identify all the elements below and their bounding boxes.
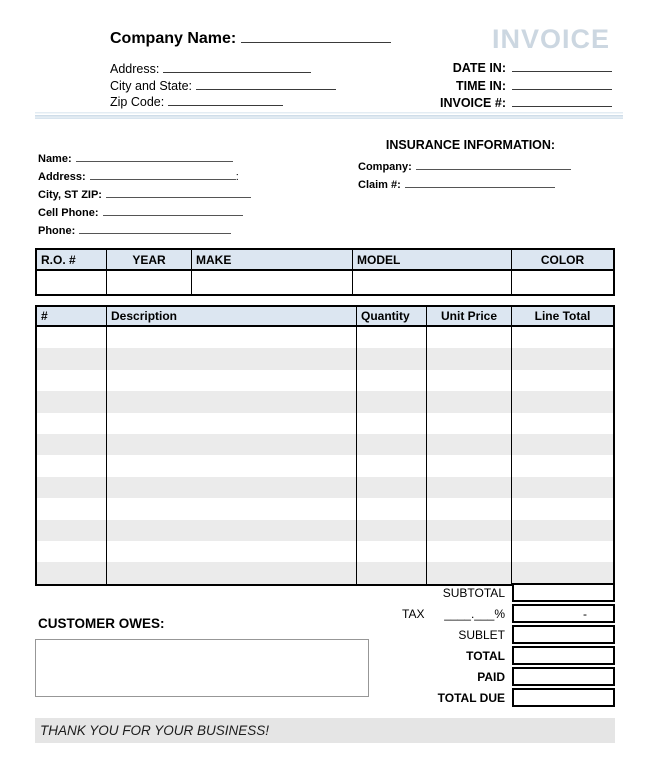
- totals-row: [380, 688, 615, 707]
- items-empty-row: [37, 498, 613, 519]
- item-line-total-cell[interactable]: [512, 498, 613, 519]
- customer-city-row: [38, 186, 251, 204]
- item-description-cell[interactable]: [107, 498, 357, 519]
- item-quantity-cell[interactable]: [357, 434, 427, 455]
- item-quantity-cell[interactable]: [357, 391, 427, 412]
- item-line-total-cell[interactable]: [512, 541, 613, 562]
- items-table-header-row: [37, 307, 613, 327]
- item-line-total-cell[interactable]: [512, 370, 613, 391]
- items-empty-row: [37, 520, 613, 541]
- invoice-number-row: [440, 95, 612, 113]
- item-description-cell[interactable]: [107, 370, 357, 391]
- totals-row: [380, 625, 615, 644]
- zip-row: [110, 94, 336, 111]
- item-unit-price-cell[interactable]: [427, 370, 512, 391]
- time-in-label: TIME IN:: [456, 78, 506, 93]
- invoice-title: INVOICE: [491, 24, 610, 54]
- item-unit-price-cell[interactable]: [427, 498, 512, 519]
- customer-city-field[interactable]: [106, 187, 251, 198]
- totals-label-text: TOTAL DUE: [437, 690, 505, 705]
- item-number-cell[interactable]: [37, 413, 107, 434]
- customer-address-row: [38, 168, 251, 186]
- item-line-total-cell[interactable]: [512, 520, 613, 541]
- item-description-cell[interactable]: [107, 413, 357, 434]
- items-header-unit-price: Unit Price: [427, 307, 512, 325]
- totals-value-box[interactable]: [512, 667, 615, 686]
- item-line-total-cell[interactable]: [512, 391, 613, 412]
- company-name-row: [110, 30, 391, 48]
- item-number-cell[interactable]: [37, 520, 107, 541]
- item-quantity-cell[interactable]: [357, 370, 427, 391]
- vehicle-header-make: MAKE: [192, 250, 353, 269]
- date-in-row: [440, 60, 612, 78]
- item-unit-price-cell[interactable]: [427, 477, 512, 498]
- item-number-cell[interactable]: [37, 541, 107, 562]
- totals-label-text: SUBLET: [458, 627, 505, 642]
- item-unit-price-cell[interactable]: [427, 413, 512, 434]
- vehicle-table-header-row: [37, 250, 613, 271]
- totals-row-label: [380, 586, 512, 600]
- totals-value-box[interactable]: [512, 625, 615, 644]
- items-empty-row: [37, 370, 613, 391]
- item-description-cell[interactable]: [107, 434, 357, 455]
- footer-band: [35, 718, 615, 743]
- insurance-heading: INSURANCE INFORMATION:: [385, 138, 556, 152]
- items-empty-row: [37, 327, 613, 348]
- item-line-total-cell[interactable]: [512, 434, 613, 455]
- company-address-block: [110, 61, 336, 111]
- item-quantity-cell[interactable]: [357, 498, 427, 519]
- date-in-label: DATE IN:: [452, 61, 506, 75]
- insurance-claim-field[interactable]: [405, 177, 555, 188]
- company-name-field[interactable]: [241, 30, 391, 43]
- city-state-field[interactable]: [196, 79, 336, 90]
- customer-cell-row: [38, 204, 251, 222]
- vehicle-header-year: YEAR: [107, 250, 192, 269]
- vehicle-year-cell[interactable]: [107, 271, 192, 294]
- item-number-cell[interactable]: [37, 434, 107, 455]
- item-unit-price-cell[interactable]: [427, 541, 512, 562]
- customer-name-row: [38, 150, 251, 168]
- items-empty-row: [37, 413, 613, 434]
- item-line-total-cell[interactable]: [512, 562, 613, 583]
- totals-row: [380, 583, 615, 602]
- item-description-cell[interactable]: [107, 391, 357, 412]
- items-table-body: [37, 327, 613, 584]
- invoice-meta-block: [440, 60, 612, 113]
- address-field[interactable]: [163, 62, 311, 73]
- items-header-line-total: Line Total: [534, 309, 591, 323]
- item-quantity-cell[interactable]: [357, 327, 427, 348]
- totals-value-box[interactable]: [512, 604, 615, 623]
- customer-owes-box[interactable]: [35, 639, 369, 697]
- item-line-total-cell[interactable]: [512, 327, 613, 348]
- totals-label-text: TOTAL: [466, 648, 505, 663]
- items-empty-row: [37, 348, 613, 369]
- item-quantity-cell[interactable]: [357, 520, 427, 541]
- item-number-cell[interactable]: [37, 327, 107, 348]
- customer-cell-field[interactable]: [103, 205, 243, 216]
- invoice-number-field[interactable]: [512, 96, 612, 107]
- items-empty-row: [37, 541, 613, 562]
- item-line-total-cell[interactable]: [512, 477, 613, 498]
- insurance-company-label: Company:: [358, 161, 412, 173]
- time-in-field[interactable]: [512, 79, 612, 90]
- item-number-cell[interactable]: [37, 348, 107, 369]
- totals-row-label: [380, 670, 512, 684]
- totals-row: [380, 604, 615, 623]
- insurance-company-field[interactable]: [416, 159, 571, 170]
- item-line-total-cell[interactable]: [512, 348, 613, 369]
- item-number-cell[interactable]: [37, 562, 107, 583]
- item-quantity-cell[interactable]: [357, 413, 427, 434]
- vehicle-make-cell[interactable]: [192, 271, 353, 294]
- totals-value-box[interactable]: [512, 646, 615, 665]
- items-empty-row: [37, 391, 613, 412]
- customer-phone-field[interactable]: [79, 223, 231, 234]
- item-unit-price-cell[interactable]: [427, 562, 512, 583]
- item-number-cell[interactable]: [37, 370, 107, 391]
- vehicle-table: [35, 248, 615, 296]
- item-line-total-cell[interactable]: [512, 455, 613, 476]
- item-description-cell[interactable]: [107, 348, 357, 369]
- totals-row-label: [380, 691, 512, 705]
- item-quantity-cell[interactable]: [357, 455, 427, 476]
- city-state-label: City and State:: [110, 78, 192, 93]
- invoice-number-label: INVOICE #:: [440, 96, 506, 110]
- totals-label-text: PAID: [477, 669, 505, 684]
- totals-row-label: [380, 628, 512, 642]
- totals-value-box[interactable]: [512, 583, 615, 602]
- totals-label-text: ____.___%: [444, 606, 505, 621]
- header-divider: [35, 112, 623, 119]
- totals-value-box[interactable]: [512, 688, 615, 707]
- totals-value-text: -: [583, 606, 587, 621]
- item-description-cell[interactable]: [107, 520, 357, 541]
- item-unit-price-cell[interactable]: [427, 455, 512, 476]
- customer-name-field[interactable]: [76, 151, 233, 162]
- item-quantity-cell[interactable]: [357, 348, 427, 369]
- customer-address-suffix: :: [235, 171, 239, 183]
- customer-address-field[interactable]: [90, 169, 236, 180]
- address-label: Address:: [110, 62, 160, 76]
- customer-phone-label: Phone:: [38, 225, 76, 237]
- item-unit-price-cell[interactable]: [427, 520, 512, 541]
- customer-phone-row: [38, 222, 251, 240]
- insurance-claim-label: Claim #:: [358, 179, 401, 191]
- customer-owes-label: CUSTOMER OWES:: [38, 616, 165, 631]
- item-unit-price-cell[interactable]: [427, 391, 512, 412]
- item-line-total-cell[interactable]: [512, 413, 613, 434]
- item-unit-price-cell[interactable]: [427, 348, 512, 369]
- city-state-row: [110, 78, 336, 95]
- company-name-label: Company Name:: [110, 30, 237, 47]
- item-unit-price-cell[interactable]: [427, 327, 512, 348]
- thank-you-message: THANK YOU FOR YOUR BUSINESS!: [40, 723, 270, 738]
- items-empty-row: [37, 477, 613, 498]
- item-number-cell[interactable]: [37, 498, 107, 519]
- tax-word: TAX: [402, 606, 425, 621]
- vehicle-header-ro: R.O. #: [37, 250, 107, 269]
- vehicle-table-entry-row: [37, 271, 613, 294]
- zip-label: Zip Code:: [110, 95, 165, 109]
- line-items-table: [35, 305, 615, 586]
- item-number-cell[interactable]: [37, 477, 107, 498]
- items-header-number: #: [37, 307, 107, 325]
- item-number-cell[interactable]: [37, 391, 107, 412]
- customer-address-label: Address:: [38, 171, 86, 183]
- customer-city-label: City, ST ZIP:: [38, 189, 102, 201]
- item-unit-price-cell[interactable]: [427, 434, 512, 455]
- vehicle-color-cell[interactable]: [512, 271, 613, 294]
- totals-label-text: SUBTOTAL: [442, 585, 505, 600]
- items-empty-row: [37, 562, 613, 583]
- totals-row-label: [380, 607, 512, 621]
- vehicle-header-model: MODEL: [353, 250, 512, 269]
- item-description-cell[interactable]: [107, 541, 357, 562]
- vehicle-ro-cell[interactable]: [37, 271, 107, 294]
- address-row: [110, 61, 336, 78]
- customer-info-block: [38, 150, 251, 240]
- totals-row: [380, 646, 615, 665]
- date-in-field[interactable]: [512, 61, 612, 72]
- item-description-cell[interactable]: [107, 562, 357, 583]
- item-quantity-cell[interactable]: [357, 477, 427, 498]
- item-quantity-cell[interactable]: [357, 541, 427, 562]
- zip-field[interactable]: [168, 95, 283, 106]
- totals-row: [380, 667, 615, 686]
- insurance-company-row: [358, 158, 583, 176]
- item-description-cell[interactable]: [107, 455, 357, 476]
- items-empty-row: [37, 455, 613, 476]
- item-number-cell[interactable]: [37, 455, 107, 476]
- vehicle-model-cell[interactable]: [353, 271, 512, 294]
- items-header-quantity: Quantity: [357, 307, 427, 325]
- insurance-info-block: [358, 138, 583, 194]
- items-empty-row: [37, 434, 613, 455]
- totals-row-label: [380, 649, 512, 663]
- item-quantity-cell[interactable]: [357, 562, 427, 583]
- time-in-row: [440, 78, 612, 96]
- vehicle-header-color: COLOR: [540, 253, 585, 267]
- customer-cell-label: Cell Phone:: [38, 207, 99, 219]
- customer-name-label: Name:: [38, 153, 72, 165]
- insurance-claim-row: [358, 176, 583, 194]
- items-header-description: Description: [107, 307, 357, 325]
- item-description-cell[interactable]: [107, 477, 357, 498]
- item-description-cell[interactable]: [107, 327, 357, 348]
